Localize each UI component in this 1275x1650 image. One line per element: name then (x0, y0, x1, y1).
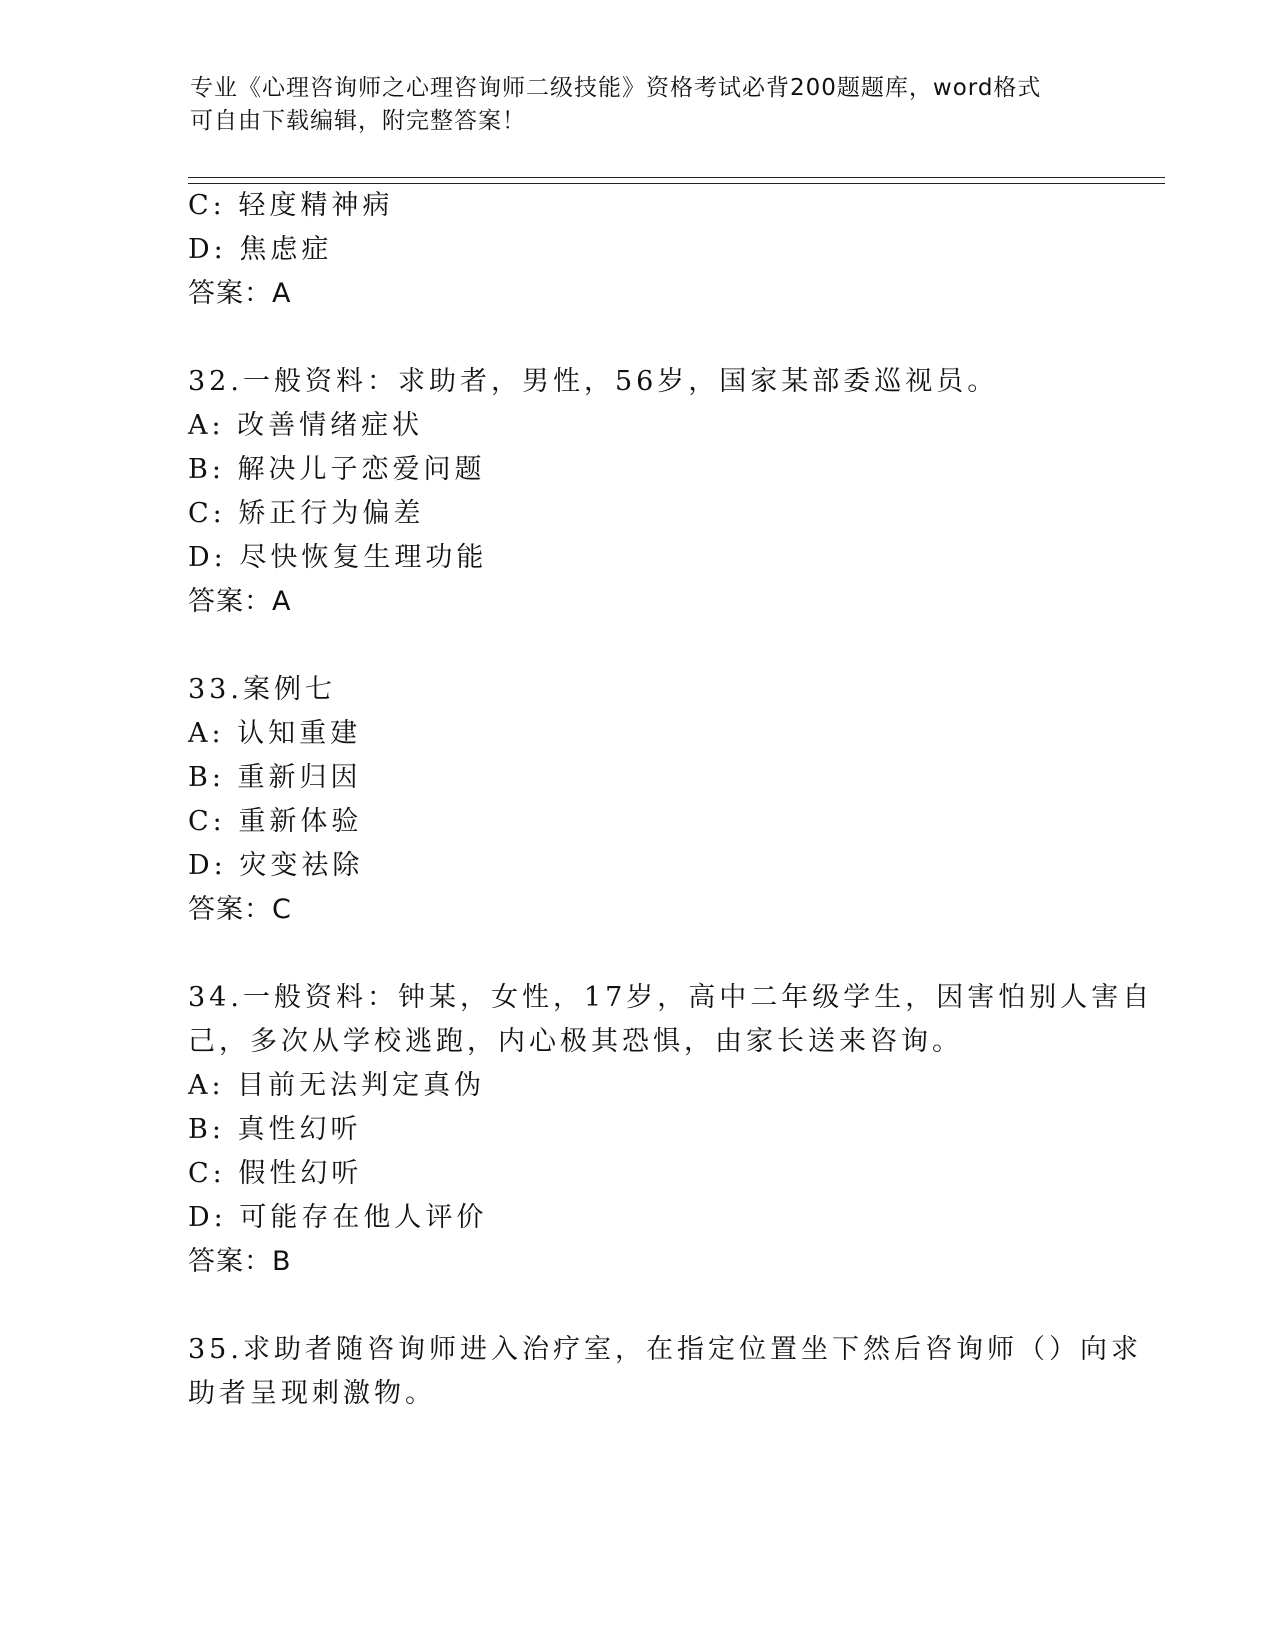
option-a: A: 认知重建 (188, 718, 362, 749)
question-32-text: 32.一般资料：求助者，男性，56岁，国家某部委巡视员。 (188, 366, 999, 397)
question-35-text-cont: 助者呈现刺激物。 (188, 1378, 436, 1409)
option-d: D: 尽快恢复生理功能 (188, 542, 488, 573)
option-c: C: 重新体验 (188, 806, 363, 837)
header-line-1: 专业《心理咨询师之心理咨询师二级技能》资格考试必背200题题库，word格式 (190, 75, 1042, 101)
question-33-text: 33.案例七 (188, 674, 336, 705)
option-d: D: 灾变祛除 (188, 850, 364, 881)
question-34-text-cont: 己，多次从学校逃跑，内心极其恐惧，由家长送来咨询。 (188, 1026, 963, 1057)
header-line-2: 可自由下载编辑，附完整答案！ (190, 108, 526, 134)
answer-line: 答案：A (188, 278, 292, 309)
question-35-text: 35.求助者随咨询师进入治疗室，在指定位置坐下然后咨询师（）向求 (188, 1334, 1142, 1365)
header-divider-bottom (188, 183, 1165, 184)
option-c: C: 假性幻听 (188, 1158, 363, 1189)
answer-line: 答案：B (188, 1246, 292, 1277)
option-c: C: 轻度精神病 (188, 190, 394, 221)
question-34-text: 34.一般资料：钟某，女性，17岁，高中二年级学生，因害怕别人害自 (188, 982, 1154, 1013)
header-divider-top (188, 177, 1165, 178)
option-c: C: 矫正行为偏差 (188, 498, 425, 529)
answer-line: 答案：A (188, 586, 292, 617)
option-a: A: 改善情绪症状 (188, 410, 424, 441)
answer-line: 答案：C (188, 894, 292, 925)
option-d: D: 焦虑症 (188, 234, 333, 265)
option-b: B: 解决儿子恋爱问题 (188, 454, 486, 485)
option-b: B: 重新归因 (188, 762, 362, 793)
option-b: B: 真性幻听 (188, 1114, 362, 1145)
option-d: D: 可能存在他人评价 (188, 1202, 488, 1233)
option-a: A: 目前无法判定真伪 (188, 1070, 486, 1101)
document-header (190, 72, 1070, 138)
